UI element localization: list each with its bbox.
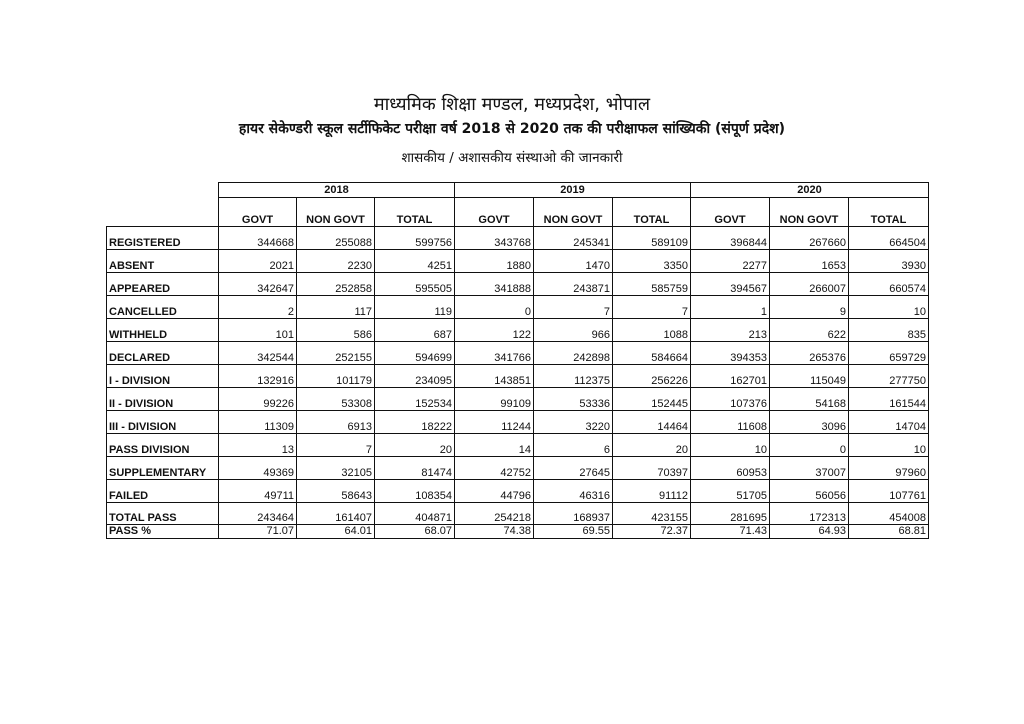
- table-cell: 60953: [691, 457, 770, 480]
- table-cell: 68.07: [375, 525, 455, 539]
- table-cell: 585759: [613, 273, 691, 296]
- table-cell: 108354: [375, 480, 455, 503]
- table-cell: 53336: [534, 388, 613, 411]
- table-cell: 115049: [770, 365, 849, 388]
- table-cell: 97960: [849, 457, 929, 480]
- report-title: हायर सेकेण्डरी स्कूल सर्टीफिकेट परीक्षा वर्ष 2018 से 2020 तक की परीक्षाफल सांख्यिकी (संपूर्ण प्रदेश): [238, 121, 786, 137]
- row-label: DECLARED: [107, 342, 219, 365]
- table-row: [107, 342, 929, 365]
- table-cell: 0: [455, 296, 534, 319]
- table-cell: 112375: [534, 365, 613, 388]
- table-cell: 7: [613, 296, 691, 319]
- table-cell: 101179: [297, 365, 375, 388]
- table-row: [107, 525, 929, 539]
- table-cell: 213: [691, 319, 770, 342]
- row-label: I - DIVISION: [107, 365, 219, 388]
- table-cell: 70397: [613, 457, 691, 480]
- table-row: [107, 365, 929, 388]
- table-cell: 56056: [770, 480, 849, 503]
- table-row: [107, 319, 929, 342]
- table-cell: 161544: [849, 388, 929, 411]
- column-header: NON GOVT: [770, 198, 849, 227]
- table-cell: 659729: [849, 342, 929, 365]
- table-cell: 2: [219, 296, 297, 319]
- table-cell: 341766: [455, 342, 534, 365]
- table-body: [107, 227, 929, 539]
- year-header: 2020: [691, 183, 929, 198]
- table-cell: 242898: [534, 342, 613, 365]
- year-header: 2018: [219, 183, 455, 198]
- column-header: NON GOVT: [297, 198, 375, 227]
- table-cell: 6913: [297, 411, 375, 434]
- table-cell: 254218: [455, 503, 534, 525]
- table-cell: 143851: [455, 365, 534, 388]
- table-cell: 1653: [770, 250, 849, 273]
- row-label: APPEARED: [107, 273, 219, 296]
- table-cell: 64.01: [297, 525, 375, 539]
- table-cell: 64.93: [770, 525, 849, 539]
- table-cell: 99226: [219, 388, 297, 411]
- table-cell: 622: [770, 319, 849, 342]
- table-cell: 394353: [691, 342, 770, 365]
- table-cell: 14464: [613, 411, 691, 434]
- table-cell: 586: [297, 319, 375, 342]
- table-cell: 243871: [534, 273, 613, 296]
- table-cell: 454008: [849, 503, 929, 525]
- row-label: WITHHELD: [107, 319, 219, 342]
- table-cell: 58643: [297, 480, 375, 503]
- row-label: II - DIVISION: [107, 388, 219, 411]
- table-cell: 42752: [455, 457, 534, 480]
- column-header-row: [107, 198, 929, 227]
- table-cell: 119: [375, 296, 455, 319]
- column-header: GOVT: [455, 198, 534, 227]
- column-header: GOVT: [219, 198, 297, 227]
- table-cell: 342647: [219, 273, 297, 296]
- table-cell: 342544: [219, 342, 297, 365]
- column-header: TOTAL: [613, 198, 691, 227]
- table-cell: 1470: [534, 250, 613, 273]
- table-cell: 168937: [534, 503, 613, 525]
- table-cell: 49711: [219, 480, 297, 503]
- table-cell: 51705: [691, 480, 770, 503]
- table-cell: 7: [534, 296, 613, 319]
- table-cell: 107761: [849, 480, 929, 503]
- table-cell: 32105: [297, 457, 375, 480]
- row-label: PASS DIVISION: [107, 434, 219, 457]
- table-cell: 152445: [613, 388, 691, 411]
- row-label: SUPPLEMENTARY: [107, 457, 219, 480]
- table-cell: 966: [534, 319, 613, 342]
- table-cell: 74.38: [455, 525, 534, 539]
- table-cell: 6: [534, 434, 613, 457]
- table-cell: 687: [375, 319, 455, 342]
- table-cell: 13: [219, 434, 297, 457]
- blank-corner: [107, 183, 219, 198]
- table-cell: 584664: [613, 342, 691, 365]
- table-cell: 396844: [691, 227, 770, 250]
- column-header: TOTAL: [849, 198, 929, 227]
- table-cell: 404871: [375, 503, 455, 525]
- table-cell: 343768: [455, 227, 534, 250]
- table-cell: 2230: [297, 250, 375, 273]
- table-cell: 660574: [849, 273, 929, 296]
- table-row: [107, 250, 929, 273]
- table-cell: 20: [613, 434, 691, 457]
- table-cell: 117: [297, 296, 375, 319]
- table-cell: 599756: [375, 227, 455, 250]
- table-cell: 1088: [613, 319, 691, 342]
- row-label: FAILED: [107, 480, 219, 503]
- table-cell: 14: [455, 434, 534, 457]
- table-cell: 3350: [613, 250, 691, 273]
- table-cell: 281695: [691, 503, 770, 525]
- table-cell: 3220: [534, 411, 613, 434]
- report-subtitle: शासकीय / अशासकीय संस्थाओ की जानकारी: [401, 150, 623, 166]
- row-label: III - DIVISION: [107, 411, 219, 434]
- table-cell: 46316: [534, 480, 613, 503]
- table-cell: 69.55: [534, 525, 613, 539]
- table-cell: 255088: [297, 227, 375, 250]
- board-title: माध्यमिक शिक्षा मण्डल, मध्यप्रदेश, भोपाल: [373, 94, 651, 115]
- row-label: REGISTERED: [107, 227, 219, 250]
- results-table: [106, 182, 929, 539]
- table-cell: 11309: [219, 411, 297, 434]
- table-row: [107, 434, 929, 457]
- table-cell: 68.81: [849, 525, 929, 539]
- table-cell: 99109: [455, 388, 534, 411]
- table-cell: 71.43: [691, 525, 770, 539]
- table-cell: 162701: [691, 365, 770, 388]
- table-cell: 27645: [534, 457, 613, 480]
- table-cell: 595505: [375, 273, 455, 296]
- row-label: TOTAL PASS: [107, 503, 219, 525]
- table-cell: 2277: [691, 250, 770, 273]
- table-cell: 11244: [455, 411, 534, 434]
- table-cell: 49369: [219, 457, 297, 480]
- table-cell: 277750: [849, 365, 929, 388]
- table-cell: 394567: [691, 273, 770, 296]
- table-cell: 3096: [770, 411, 849, 434]
- row-label: CANCELLED: [107, 296, 219, 319]
- table-cell: 11608: [691, 411, 770, 434]
- table-row: [107, 503, 929, 525]
- table-cell: 265376: [770, 342, 849, 365]
- table-cell: 0: [770, 434, 849, 457]
- column-header: GOVT: [691, 198, 770, 227]
- table-cell: 152534: [375, 388, 455, 411]
- table-cell: 256226: [613, 365, 691, 388]
- table-cell: 161407: [297, 503, 375, 525]
- row-label: ABSENT: [107, 250, 219, 273]
- table-cell: 266007: [770, 273, 849, 296]
- table-cell: 2021: [219, 250, 297, 273]
- table-row: [107, 457, 929, 480]
- table-cell: 71.07: [219, 525, 297, 539]
- year-header-row: [107, 183, 929, 198]
- table-cell: 14704: [849, 411, 929, 434]
- table-cell: 234095: [375, 365, 455, 388]
- table-cell: 172313: [770, 503, 849, 525]
- table-row: [107, 411, 929, 434]
- table-row: [107, 480, 929, 503]
- column-header: NON GOVT: [534, 198, 613, 227]
- table-cell: 91112: [613, 480, 691, 503]
- table-cell: 37007: [770, 457, 849, 480]
- table-cell: 594699: [375, 342, 455, 365]
- table-cell: 252858: [297, 273, 375, 296]
- table-cell: 423155: [613, 503, 691, 525]
- table-cell: 3930: [849, 250, 929, 273]
- table-cell: 664504: [849, 227, 929, 250]
- table-cell: 341888: [455, 273, 534, 296]
- table-cell: 7: [297, 434, 375, 457]
- table-cell: 1: [691, 296, 770, 319]
- table-cell: 9: [770, 296, 849, 319]
- table-row: [107, 388, 929, 411]
- table-cell: 132916: [219, 365, 297, 388]
- table-row: [107, 227, 929, 250]
- table-cell: 267660: [770, 227, 849, 250]
- table-cell: 72.37: [613, 525, 691, 539]
- table-cell: 53308: [297, 388, 375, 411]
- table-row: [107, 273, 929, 296]
- table-cell: 835: [849, 319, 929, 342]
- table-cell: 122: [455, 319, 534, 342]
- table-cell: 18222: [375, 411, 455, 434]
- table-cell: 1880: [455, 250, 534, 273]
- year-header: 2019: [455, 183, 691, 198]
- table-cell: 10: [849, 434, 929, 457]
- table-cell: 589109: [613, 227, 691, 250]
- table-cell: 10: [849, 296, 929, 319]
- table-cell: 81474: [375, 457, 455, 480]
- table-cell: 245341: [534, 227, 613, 250]
- table-cell: 101: [219, 319, 297, 342]
- column-header: TOTAL: [375, 198, 455, 227]
- table-cell: 344668: [219, 227, 297, 250]
- table-cell: 4251: [375, 250, 455, 273]
- table-cell: 252155: [297, 342, 375, 365]
- table-cell: 10: [691, 434, 770, 457]
- row-label: PASS %: [107, 525, 219, 539]
- table-cell: 243464: [219, 503, 297, 525]
- table-cell: 20: [375, 434, 455, 457]
- table-cell: 107376: [691, 388, 770, 411]
- table-cell: 44796: [455, 480, 534, 503]
- table-cell: 54168: [770, 388, 849, 411]
- blank-corner: [107, 198, 219, 227]
- table-row: [107, 296, 929, 319]
